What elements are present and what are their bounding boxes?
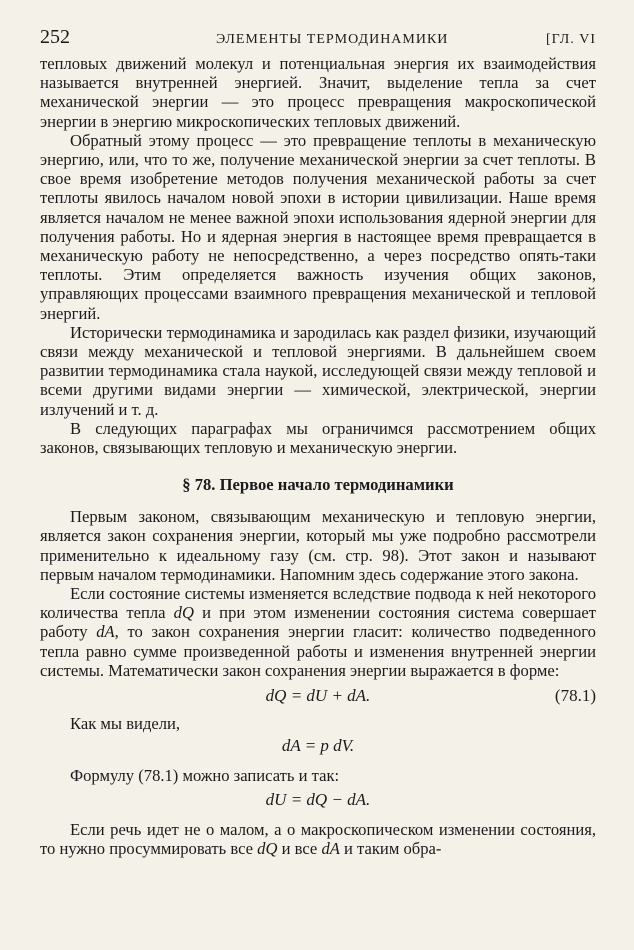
paragraph-3: Исторически термодинамика и зародилась как раздел физики, изучающий связи между механической и тепловой энергиями. В дальнейшем своем развитии термодинамика стала наукой, исследующей связи между тепловой и всеми другими видами энергии — химической, электрической, энергии излучений и т. д. <box>40 322 596 419</box>
running-title: ЭЛЕМЕНТЫ ТЕРМОДИНАМИКИ <box>216 32 449 47</box>
equation-78-1 <box>40 680 596 714</box>
text-as-seen: Как мы видели, <box>70 714 181 734</box>
book-page <box>40 24 596 859</box>
equation-number: (78.1) <box>554 686 596 706</box>
paragraph-7-text-a: Если речь идет не о малом, а о макроскопическом изменении состояния, то нужно просуммировать все <box>40 820 596 859</box>
page-header <box>40 24 596 54</box>
paragraph-2: Обратный этому процесс — это превращение теплоты в механическую энергию, или, что то же, получение механической энергии за счет теплоты. В свое время изобретение методов получения механической работы за счет теплоты явилось началом новой эпохи в истории цивилизации. Наше время является началом не менее важной эпохи использования ядерной энергии для получения работы. Но и ядерная энергия в настоящее время превращается в механическую работу не непосредственно, а через посредство опять-таки теплоты. Этим определяется важность изучения общих законов, управляющих процессами взаимного превращения механической и тепловой энергий. <box>40 130 596 323</box>
dq-symbol: dQ <box>173 603 194 623</box>
chapter-label: [ГЛ. VI <box>546 32 596 47</box>
da-symbol: dA <box>96 622 115 642</box>
paragraph-4: В следующих параграфах мы ограничимся рассмотрением общих законов, связывающих тепловую и механическую энергии. <box>40 418 596 458</box>
paragraph-1: тепловых движений молекул и потенциальная энергия их взаимодействия называется внутренней энергией. Значит, выделение тепла за счет механической энергии — это процесс превращения макроскопической энергии в энергию микроскопических тепловых движений. <box>40 54 596 131</box>
paragraph-6-text-c: , то закон сохранения энергии гласит: количество подведенного тепла равно сумме произведенной работы и изменения внутренней энергии системы. Математически закон сохранения энергии выражается в форме: <box>40 622 596 680</box>
da-symbol: dA <box>321 839 340 859</box>
paragraph-7 <box>40 820 596 858</box>
paragraph-5: Первым законом, связывающим механическую и тепловую энергии, является закон сохранения энергии, который мы уже подробно рассмотрели применительно к идеальному газу (см. стр. 98). Этот закон и называют первым началом термодинамики. Напомним здесь содержание этого закона. <box>40 507 596 584</box>
paragraph-6-text-b: и при этом изменении состояния система совершает работу <box>40 603 596 642</box>
text-formula-alt: Формулу (78.1) можно записать и так: <box>70 766 340 786</box>
equation-du <box>40 786 596 820</box>
equation-formula: dQ = dU + dA. <box>265 686 371 706</box>
dq-symbol: dQ <box>257 839 278 859</box>
paragraph-7-text-b: и все <box>277 839 322 859</box>
paragraph-6-text-a: Если состояние системы изменяется вследствие подвода к ней некоторого количества тепла <box>40 584 596 623</box>
equation-work <box>40 734 596 766</box>
equation-formula: dU = dQ − dA. <box>265 790 371 810</box>
page-number: 252 <box>40 26 70 48</box>
section-title: § 78. Первое начало термодинамики <box>182 475 454 495</box>
paragraph-6 <box>40 584 596 680</box>
paragraph-7-text-c: и таким обра- <box>339 839 442 859</box>
equation-formula: dA = p dV. <box>281 736 355 756</box>
